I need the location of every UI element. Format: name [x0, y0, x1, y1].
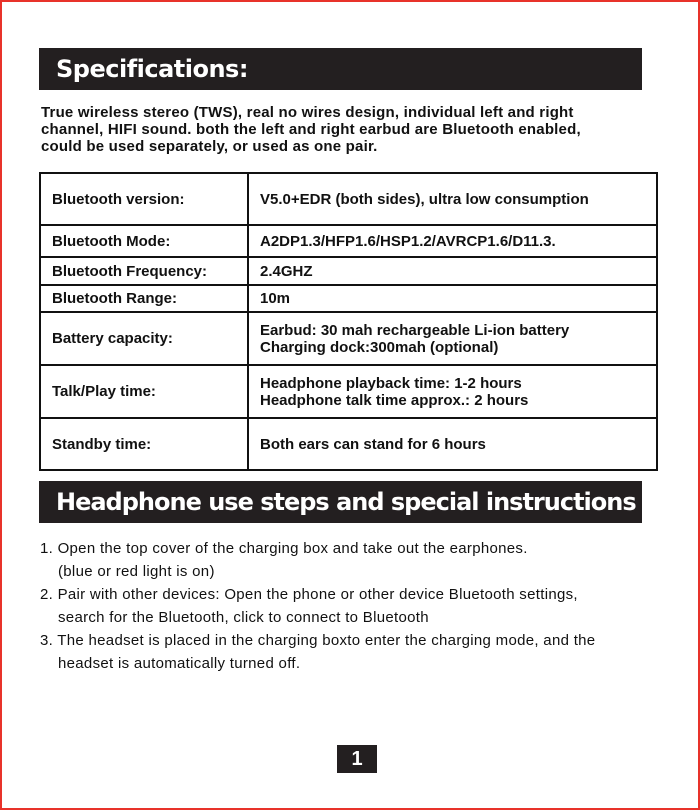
spec-value: [248, 225, 657, 257]
spec-value: [248, 418, 657, 470]
table-row: [40, 365, 657, 418]
spec-value: [248, 173, 657, 225]
list-item-continuation: headset is automatically turned off.: [58, 655, 301, 672]
list-item: 1. Open the top cover of the charging box and take out the earphones.: [40, 540, 528, 557]
list-item-continuation: (blue or red light is on): [58, 563, 215, 580]
spec-label: Bluetooth Range:: [40, 285, 248, 312]
table-row: [40, 225, 657, 257]
spec-value: [248, 285, 657, 312]
spec-value-line: Headphone talk time approx.: 2 hours: [260, 391, 529, 409]
spec-value-line: A2DP1.3/HFP1.6/HSP1.2/AVRCP1.6/D11.3.: [260, 232, 556, 250]
spec-label: Bluetooth Mode:: [40, 225, 248, 257]
list-item: 3. The headset is placed in the charging boxto enter the charging mode, and the: [40, 632, 596, 649]
spec-value-line: Earbud: 30 mah rechargeable Li-ion battery: [260, 321, 570, 339]
table-row: [40, 173, 657, 225]
spec-label: Standby time:: [40, 418, 248, 470]
specifications-heading: Specifications:: [39, 48, 642, 90]
table-row: [40, 285, 657, 312]
intro-line: could be used separately, or used as one pair.: [41, 138, 378, 155]
list-item: 2. Pair with other devices: Open the phone or other device Bluetooth settings,: [40, 586, 578, 603]
spec-value-line: 10m: [260, 290, 291, 307]
intro-line: True wireless stereo (TWS), real no wires design, individual left and right: [41, 104, 574, 121]
specifications-table: [39, 172, 658, 471]
spec-value: [248, 365, 657, 418]
spec-value-line: V5.0+EDR (both sides), ultra low consumption: [260, 190, 589, 208]
table-row: [40, 257, 657, 285]
spec-value-line: Both ears can stand for 6 hours: [260, 435, 486, 453]
page-number: 1: [337, 745, 377, 773]
intro-paragraph: [41, 104, 661, 155]
spec-value-line: Headphone playback time: 1-2 hours: [260, 374, 522, 392]
spec-value: [248, 257, 657, 285]
spec-value-line: Charging dock:300mah (optional): [260, 338, 499, 356]
spec-value-line: 2.4GHZ: [260, 262, 313, 280]
spec-label: Battery capacity:: [40, 312, 248, 365]
spec-label: Bluetooth version:: [40, 173, 248, 225]
spec-value: [248, 312, 657, 365]
list-item-continuation: search for the Bluetooth, click to connect to Bluetooth: [58, 609, 429, 626]
table-row: [40, 312, 657, 365]
spec-label: Bluetooth Frequency:: [40, 257, 248, 285]
instructions-list: [40, 537, 670, 675]
instructions-heading: Headphone use steps and special instructions: [39, 481, 642, 523]
spec-label: Talk/Play time:: [40, 365, 248, 418]
intro-line: channel, HIFI sound. both the left and right earbud are Bluetooth enabled,: [41, 121, 581, 138]
table-row: [40, 418, 657, 470]
